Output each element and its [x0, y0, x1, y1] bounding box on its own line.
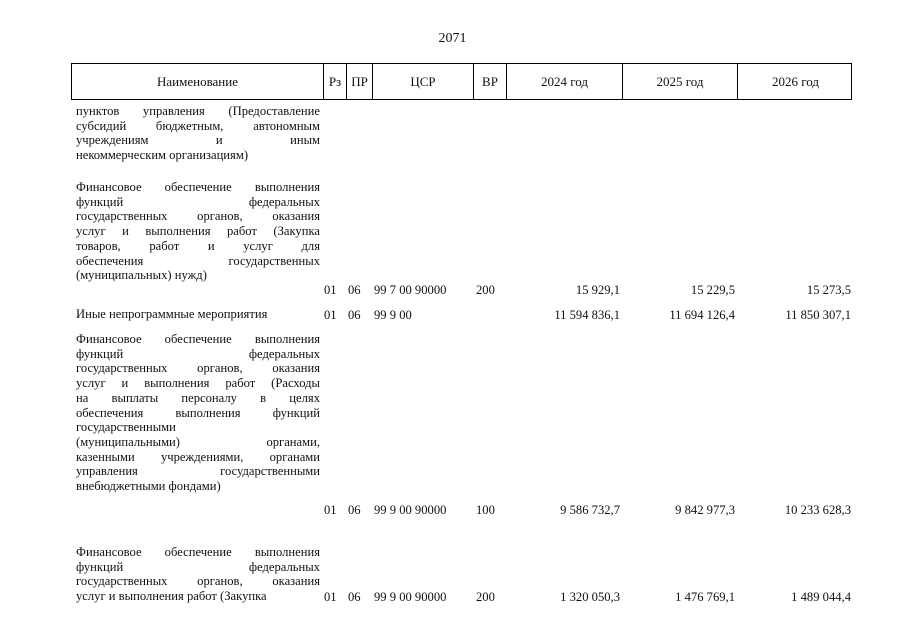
column-header-2026: 2026 год [737, 64, 853, 99]
table-row [71, 180, 852, 298]
row-name-line: Финансовое обеспечение выполнения [76, 180, 320, 194]
row-rz: 01 [324, 283, 337, 298]
row-value-2026: 15 273,5 [806, 283, 851, 298]
row-value-2026: 1 489 044,4 [791, 590, 851, 605]
row-name-line: услуг и выполнения работ (Закупка [76, 224, 320, 239]
row-value-2026: 11 850 307,1 [785, 308, 851, 323]
row-name [76, 307, 320, 322]
row-value-2025: 1 476 769,1 [675, 590, 735, 605]
column-header-2025: 2025 год [622, 64, 737, 99]
row-name-line: (муниципальными) органами, [76, 434, 320, 449]
row-name [76, 180, 320, 283]
row-name-line: функций федеральных [76, 559, 320, 574]
row-name-line: субсидий бюджетным, автономным [76, 118, 320, 133]
row-name-line: государственных органов, оказания [76, 361, 320, 376]
row-name [76, 545, 320, 604]
table-row [71, 545, 852, 605]
row-value-2025: 9 842 977,3 [675, 503, 735, 518]
row-csr: 99 7 00 90000 [374, 283, 447, 298]
row-csr: 99 9 00 90000 [374, 503, 447, 518]
row-name-line: товаров, работ и услуг для [76, 238, 320, 253]
row-name-line: государственных органов, оказания [76, 574, 320, 589]
row-name-line: государственными [76, 420, 176, 435]
table-row [71, 104, 852, 164]
column-header-rz: Рз [323, 64, 346, 99]
row-value-2024: 15 929,1 [575, 283, 620, 298]
row-value-2024: 1 320 050,3 [560, 590, 620, 605]
column-header-pr: ПР [346, 64, 372, 99]
row-name-line: услуг и выполнения работ (Закупка [76, 589, 267, 604]
row-name-line: на выплаты персоналу в целях [76, 390, 320, 405]
column-header-csr: ЦСР [372, 64, 473, 99]
row-value-2026: 10 233 628,3 [784, 503, 851, 518]
row-name-line: функций федеральных [76, 194, 320, 209]
table-header [71, 63, 852, 100]
column-header-name: Наименование [157, 73, 238, 89]
row-name-line: внебюджетными фондами) [76, 479, 221, 494]
row-csr: 99 9 00 90000 [374, 590, 447, 605]
row-name-line: функций федеральных [76, 346, 320, 361]
row-rz: 01 [324, 308, 337, 323]
row-vr: 100 [476, 503, 495, 518]
row-value-2024: 9 586 732,7 [560, 503, 620, 518]
row-rz: 01 [324, 503, 337, 518]
table-row [71, 332, 852, 518]
row-pr: 06 [348, 503, 361, 518]
row-vr: 200 [476, 590, 495, 605]
page-number: 2071 [438, 31, 467, 46]
row-value-2025: 11 694 126,4 [669, 308, 735, 323]
row-csr: 99 9 00 [374, 308, 412, 323]
row-vr: 200 [476, 283, 495, 298]
table-row [71, 307, 852, 323]
row-name-line: (муниципальных) нужд) [76, 268, 207, 283]
row-name-line: обеспечения выполнения функций [76, 405, 320, 420]
row-name-line: обеспечения государственных [76, 253, 320, 268]
row-name [76, 104, 320, 163]
row-name-line: Финансовое обеспечение выполнения [76, 332, 320, 346]
row-rz: 01 [324, 590, 337, 605]
row-name-line: пунктов управления (Предоставление [76, 104, 320, 118]
row-name-line: государственных органов, оказания [76, 209, 320, 224]
row-name-line: Иные непрограммные мероприятия [76, 307, 268, 321]
row-name-line: учреждениям и иным [76, 133, 320, 148]
column-header-2024: 2024 год [506, 64, 622, 99]
column-header-vr: ВР [473, 64, 506, 99]
row-value-2025: 15 229,5 [690, 283, 735, 298]
row-name-line: некоммерческим организациям) [76, 148, 249, 163]
row-pr: 06 [348, 308, 361, 323]
row-name-line: управления государственными [76, 464, 320, 479]
row-value-2024: 11 594 836,1 [554, 308, 620, 323]
row-name-line: казенными учреждениями, органами [76, 449, 320, 464]
row-pr: 06 [348, 590, 361, 605]
row-name [76, 332, 320, 494]
row-name-line: услуг и выполнения работ (Расходы [76, 376, 320, 391]
row-pr: 06 [348, 283, 361, 298]
row-name-line: Финансовое обеспечение выполнения [76, 545, 320, 559]
